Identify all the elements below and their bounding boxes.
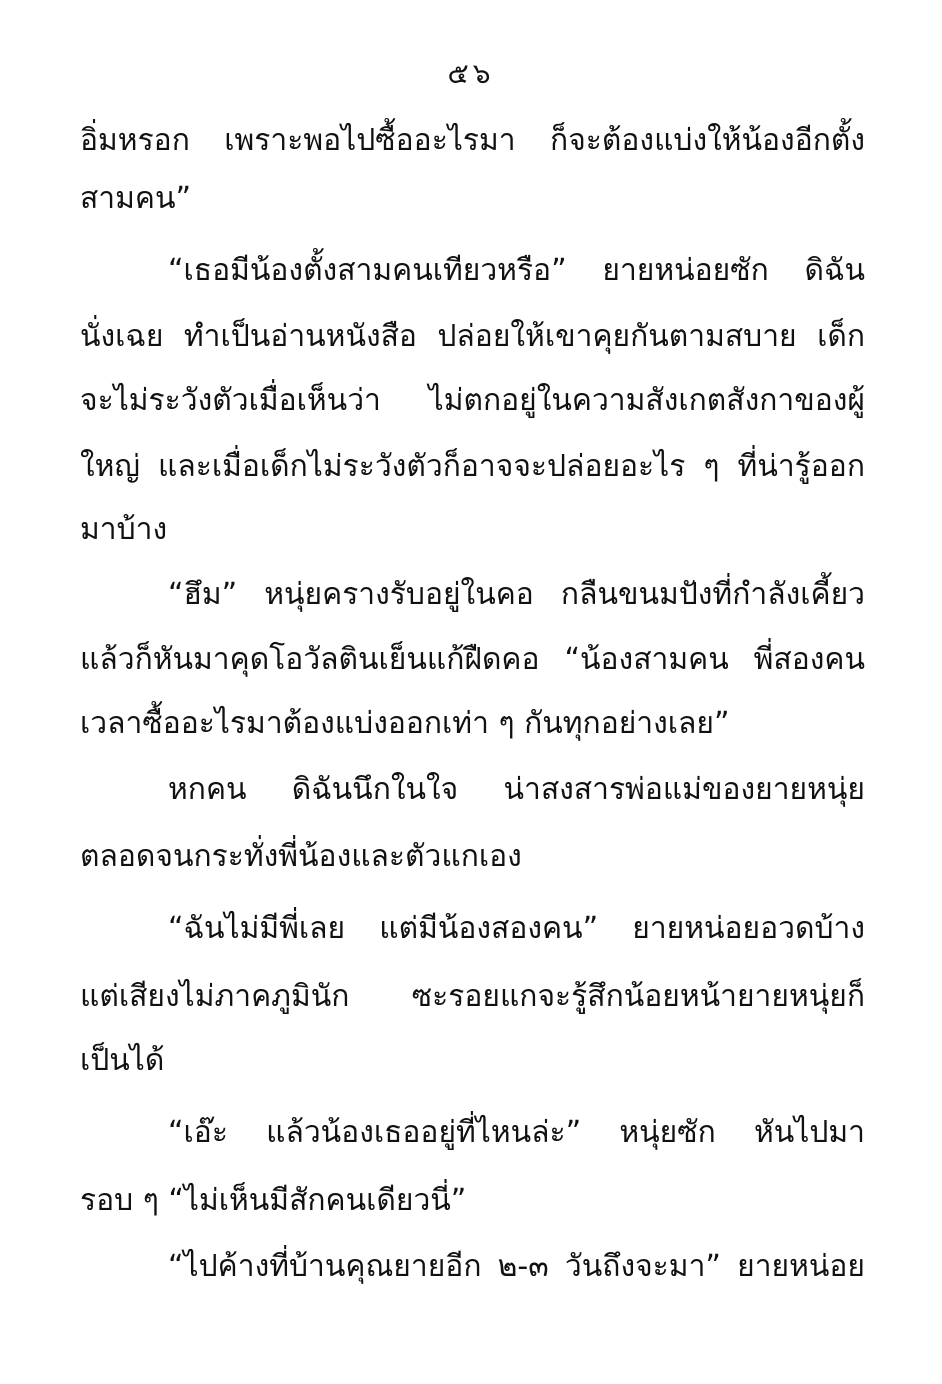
text-line-7: มาบ้าง: [80, 512, 168, 547]
page-number: ๕๖: [447, 57, 495, 90]
text-line-11: หกคน ดิฉันนึกในใจ น่าสงสารพ่อแม่ของยายหนุ่ย: [168, 772, 865, 807]
text-line-15: เป็นได้: [80, 1043, 165, 1078]
text-line-3: “เธอมีน้องตั้งสามคนเทียวหรือ” ยายหน่อยซัก ดิฉัน: [168, 253, 865, 288]
text-line-6: ใหญ่ และเมื่อเด็กไม่ระวังตัวก็อาจจะปล่อยอะไร ๆ ที่น่ารู้ออก: [80, 449, 865, 484]
text-line-13: “ฉันไม่มีพี่เลย แต่มีน้องสองคน” ยายหน่อยอวดบ้าง: [168, 911, 865, 946]
text-line-14: แต่เสียงไม่ภาคภูมินัก ซะรอยแกจะรู้สึกน้อยหน้ายายหนุ่ยก็: [80, 979, 865, 1014]
text-line-8: “ฮึม” หนุ่ยครางรับอยู่ในคอ กลืนขนมปังที่กำลังเคี้ยว: [168, 577, 865, 612]
text-line-18: “ไปค้างที่บ้านคุณยายอีก ๒-๓ วันถึงจะมา” ยายหน่อย: [168, 1249, 865, 1284]
text-line-4: นั่งเฉย ทำเป็นอ่านหนังสือ ปล่อยให้เขาคุยกันตามสบาย เด็ก: [80, 319, 865, 354]
text-line-10: เวลาซื้ออะไรมาต้องแบ่งออกเท่า ๆ กันทุกอย่างเลย”: [80, 706, 730, 741]
text-line-12: ตลอดจนกระทั่งพี่น้องและตัวแกเอง: [80, 839, 522, 874]
text-line-16: “เอ๊ะ แล้วน้องเธออยู่ที่ไหนล่ะ” หนุ่ยซัก หันไปมา: [168, 1115, 865, 1150]
text-line-2: สามคน”: [80, 181, 192, 216]
text-line-17: รอบ ๆ “ไม่เห็นมีสักคนเดียวนี่”: [80, 1183, 467, 1218]
text-line-5: จะไม่ระวังตัวเมื่อเห็นว่า ไม่ตกอยู่ในความสังเกตสังกาของผู้: [80, 383, 865, 418]
text-line-9: แล้วก็หันมาคุดโอวัลตินเย็นแก้ฝืดคอ “น้องสามคน พี่สองคน: [80, 642, 865, 677]
text-line-1: อิ่มหรอก เพราะพอไปซื้ออะไรมา ก็จะต้องแบ่งให้น้องอีกตั้ง: [80, 123, 865, 158]
